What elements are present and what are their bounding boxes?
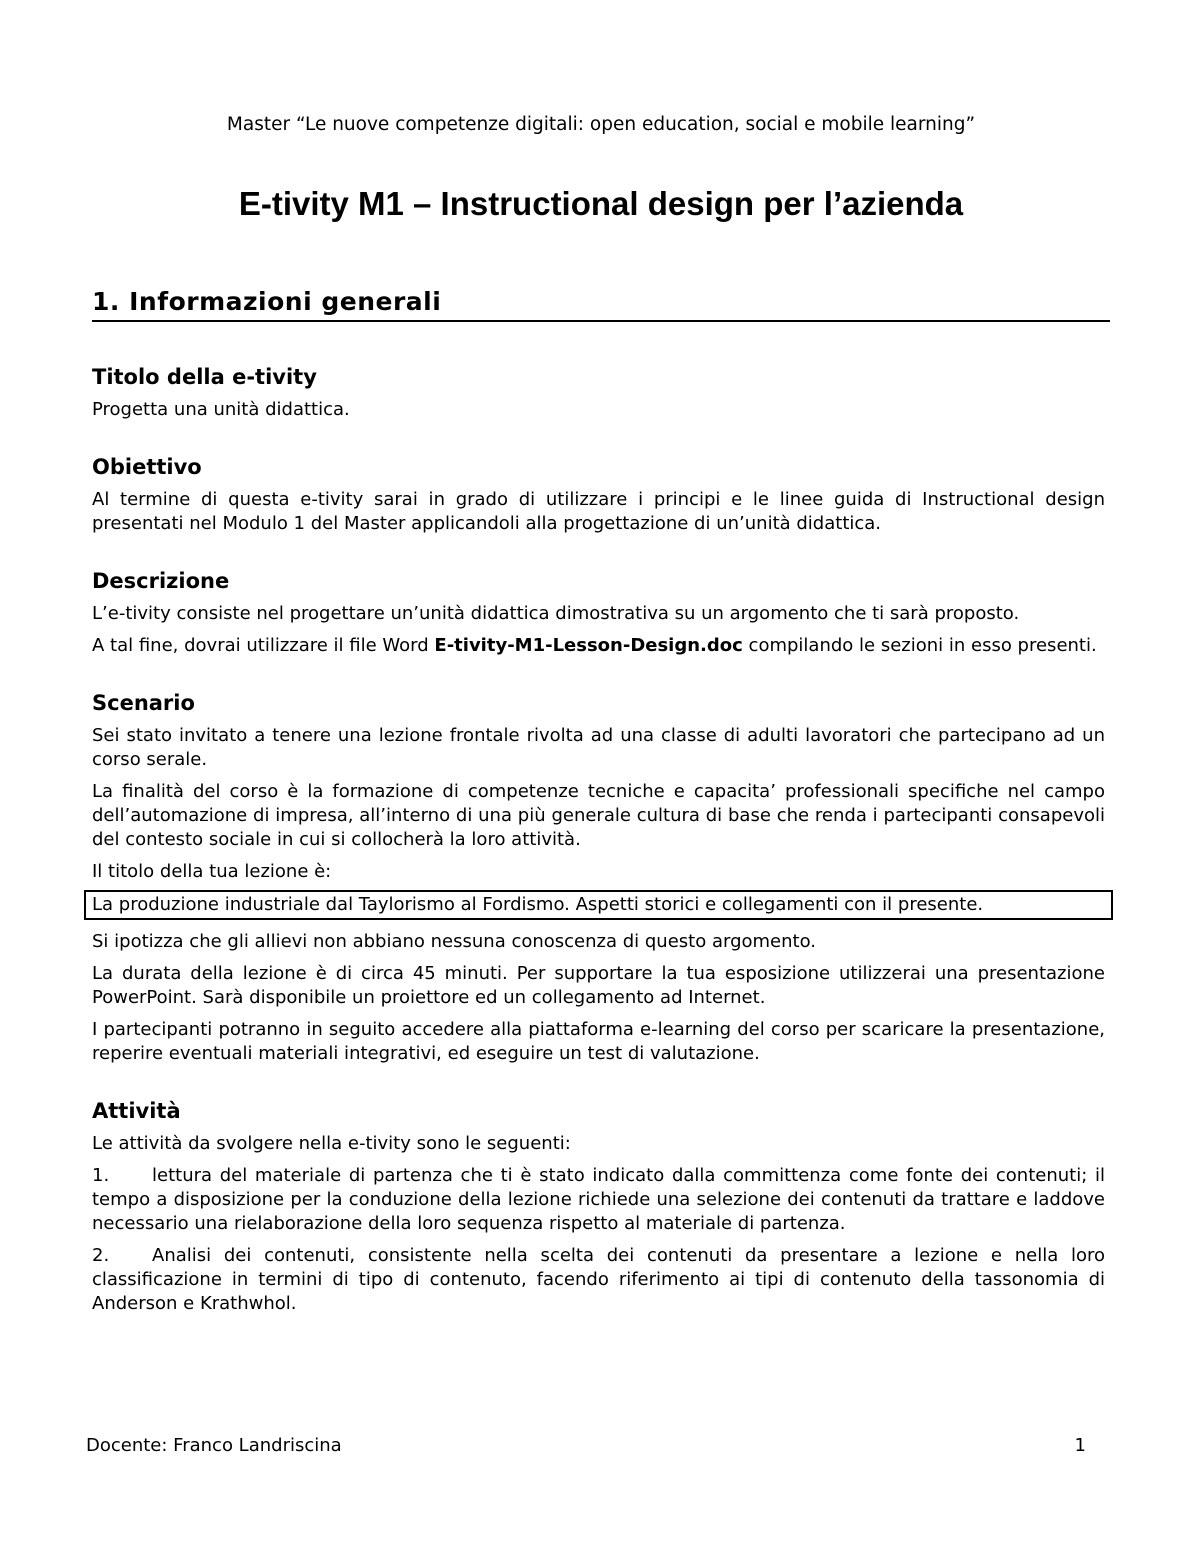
descrizione-p2-after: compilando le sezioni in esso presenti. — [742, 635, 1097, 656]
scenario-block — [92, 688, 1105, 1066]
list-item — [92, 1164, 1105, 1236]
document-page — [86, 0, 1110, 1553]
titolo-text: Progetta una unità didattica. — [92, 399, 350, 420]
obiettivo-text: Al termine di questa e-tivity sarai in grado di utilizzare i principi e le linee guida di Instructional design presentati nel Modulo 1 del Master applicandoli alla progettazione di un’unità didattica. — [92, 489, 1105, 534]
lesson-design-file-name: E-tivity-M1-Lesson-Design.doc — [434, 635, 743, 656]
obiettivo-heading: Obiettivo — [92, 455, 202, 479]
list-item-text: Analisi dei contenuti, consistente nella scelta dei contenuti da presentare a lezione e nella loro classificazione in termini di tipo di contenuto, facendo riferimento ai tipi di contenuto della tassonomia di Anderson e Krathwhol. — [92, 1245, 1105, 1314]
footer-teacher: Docente: Franco Landriscina — [86, 1435, 342, 1456]
scenario-heading: Scenario — [92, 691, 195, 715]
descrizione-block — [92, 566, 1105, 658]
titolo-block — [92, 362, 1105, 422]
page-number: 1 — [1074, 1435, 1086, 1456]
scenario-paragraph-1: Sei stato invitato a tenere una lezione frontale rivolta ad una classe di adulti lavoratori che partecipano ad un corso serale. — [92, 725, 1105, 770]
descrizione-heading: Descrizione — [92, 569, 230, 593]
list-item-number: 1. — [92, 1165, 110, 1186]
attivita-block — [92, 1096, 1105, 1316]
scenario-paragraph-4: Si ipotizza che gli allievi non abbiano nessuna conoscenza di questo argomento. — [92, 931, 816, 952]
titolo-heading: Titolo della e-tivity — [92, 365, 317, 389]
attivita-intro: Le attività da svolgere nella e-tivity sono le seguenti: — [92, 1133, 571, 1154]
document-body — [92, 362, 1105, 1346]
list-item-number: 2. — [92, 1245, 110, 1266]
scenario-paragraph-2: La finalità del corso è la formazione di competenze tecniche e capacita’ professionali specifiche nel campo dell’automazione di impresa, all’interno di una più generale cultura di base che renda i partecipanti consapevoli del contesto sociale in cui si collocherà la loro attività. — [92, 781, 1105, 850]
scenario-paragraph-3: Il titolo della tua lezione è: — [92, 861, 332, 882]
scenario-paragraph-6: I partecipanti potranno in seguito accedere alla piattaforma e-learning del corso per scaricare la presentazione, reperire eventuali materiali integrativi, ed eseguire un test di valutazione. — [92, 1019, 1105, 1064]
descrizione-p2-before: A tal fine, dovrai utilizzare il file Word — [92, 635, 435, 656]
lesson-title-box: La produzione industriale dal Taylorismo al Fordismo. Aspetti storici e collegamenti con il presente. — [84, 890, 1113, 920]
obiettivo-block — [92, 452, 1105, 536]
descrizione-paragraph-2 — [92, 634, 1105, 658]
list-item — [92, 1244, 1105, 1316]
master-program-line: Master “Le nuove competenze digitali: open education, social e mobile learning” — [226, 114, 976, 135]
scenario-paragraph-5: La durata della lezione è di circa 45 minuti. Per supportare la tua esposizione utilizzerai una presentazione PowerPoint. Sarà disponibile un proiettore ed un collegamento ad Internet. — [92, 963, 1105, 1008]
section-heading: 1. Informazioni generali — [92, 286, 1110, 322]
list-item-text: lettura del materiale di partenza che ti è stato indicato dalla committenza come fonte dei contenuti; il tempo a disposizione per la conduzione della lezione richiede una selezione dei contenuti da trattare e laddove necessario una rielaborazione della loro sequenza rispetto al materiale di partenza. — [92, 1165, 1105, 1234]
attivita-heading: Attività — [92, 1099, 181, 1123]
document-title: E-tivity M1 – Instructional design per l’azienda — [238, 185, 964, 222]
descrizione-paragraph-1: L’e-tivity consiste nel progettare un’unità didattica dimostrativa su un argomento che ti sarà proposto. — [92, 603, 1020, 624]
